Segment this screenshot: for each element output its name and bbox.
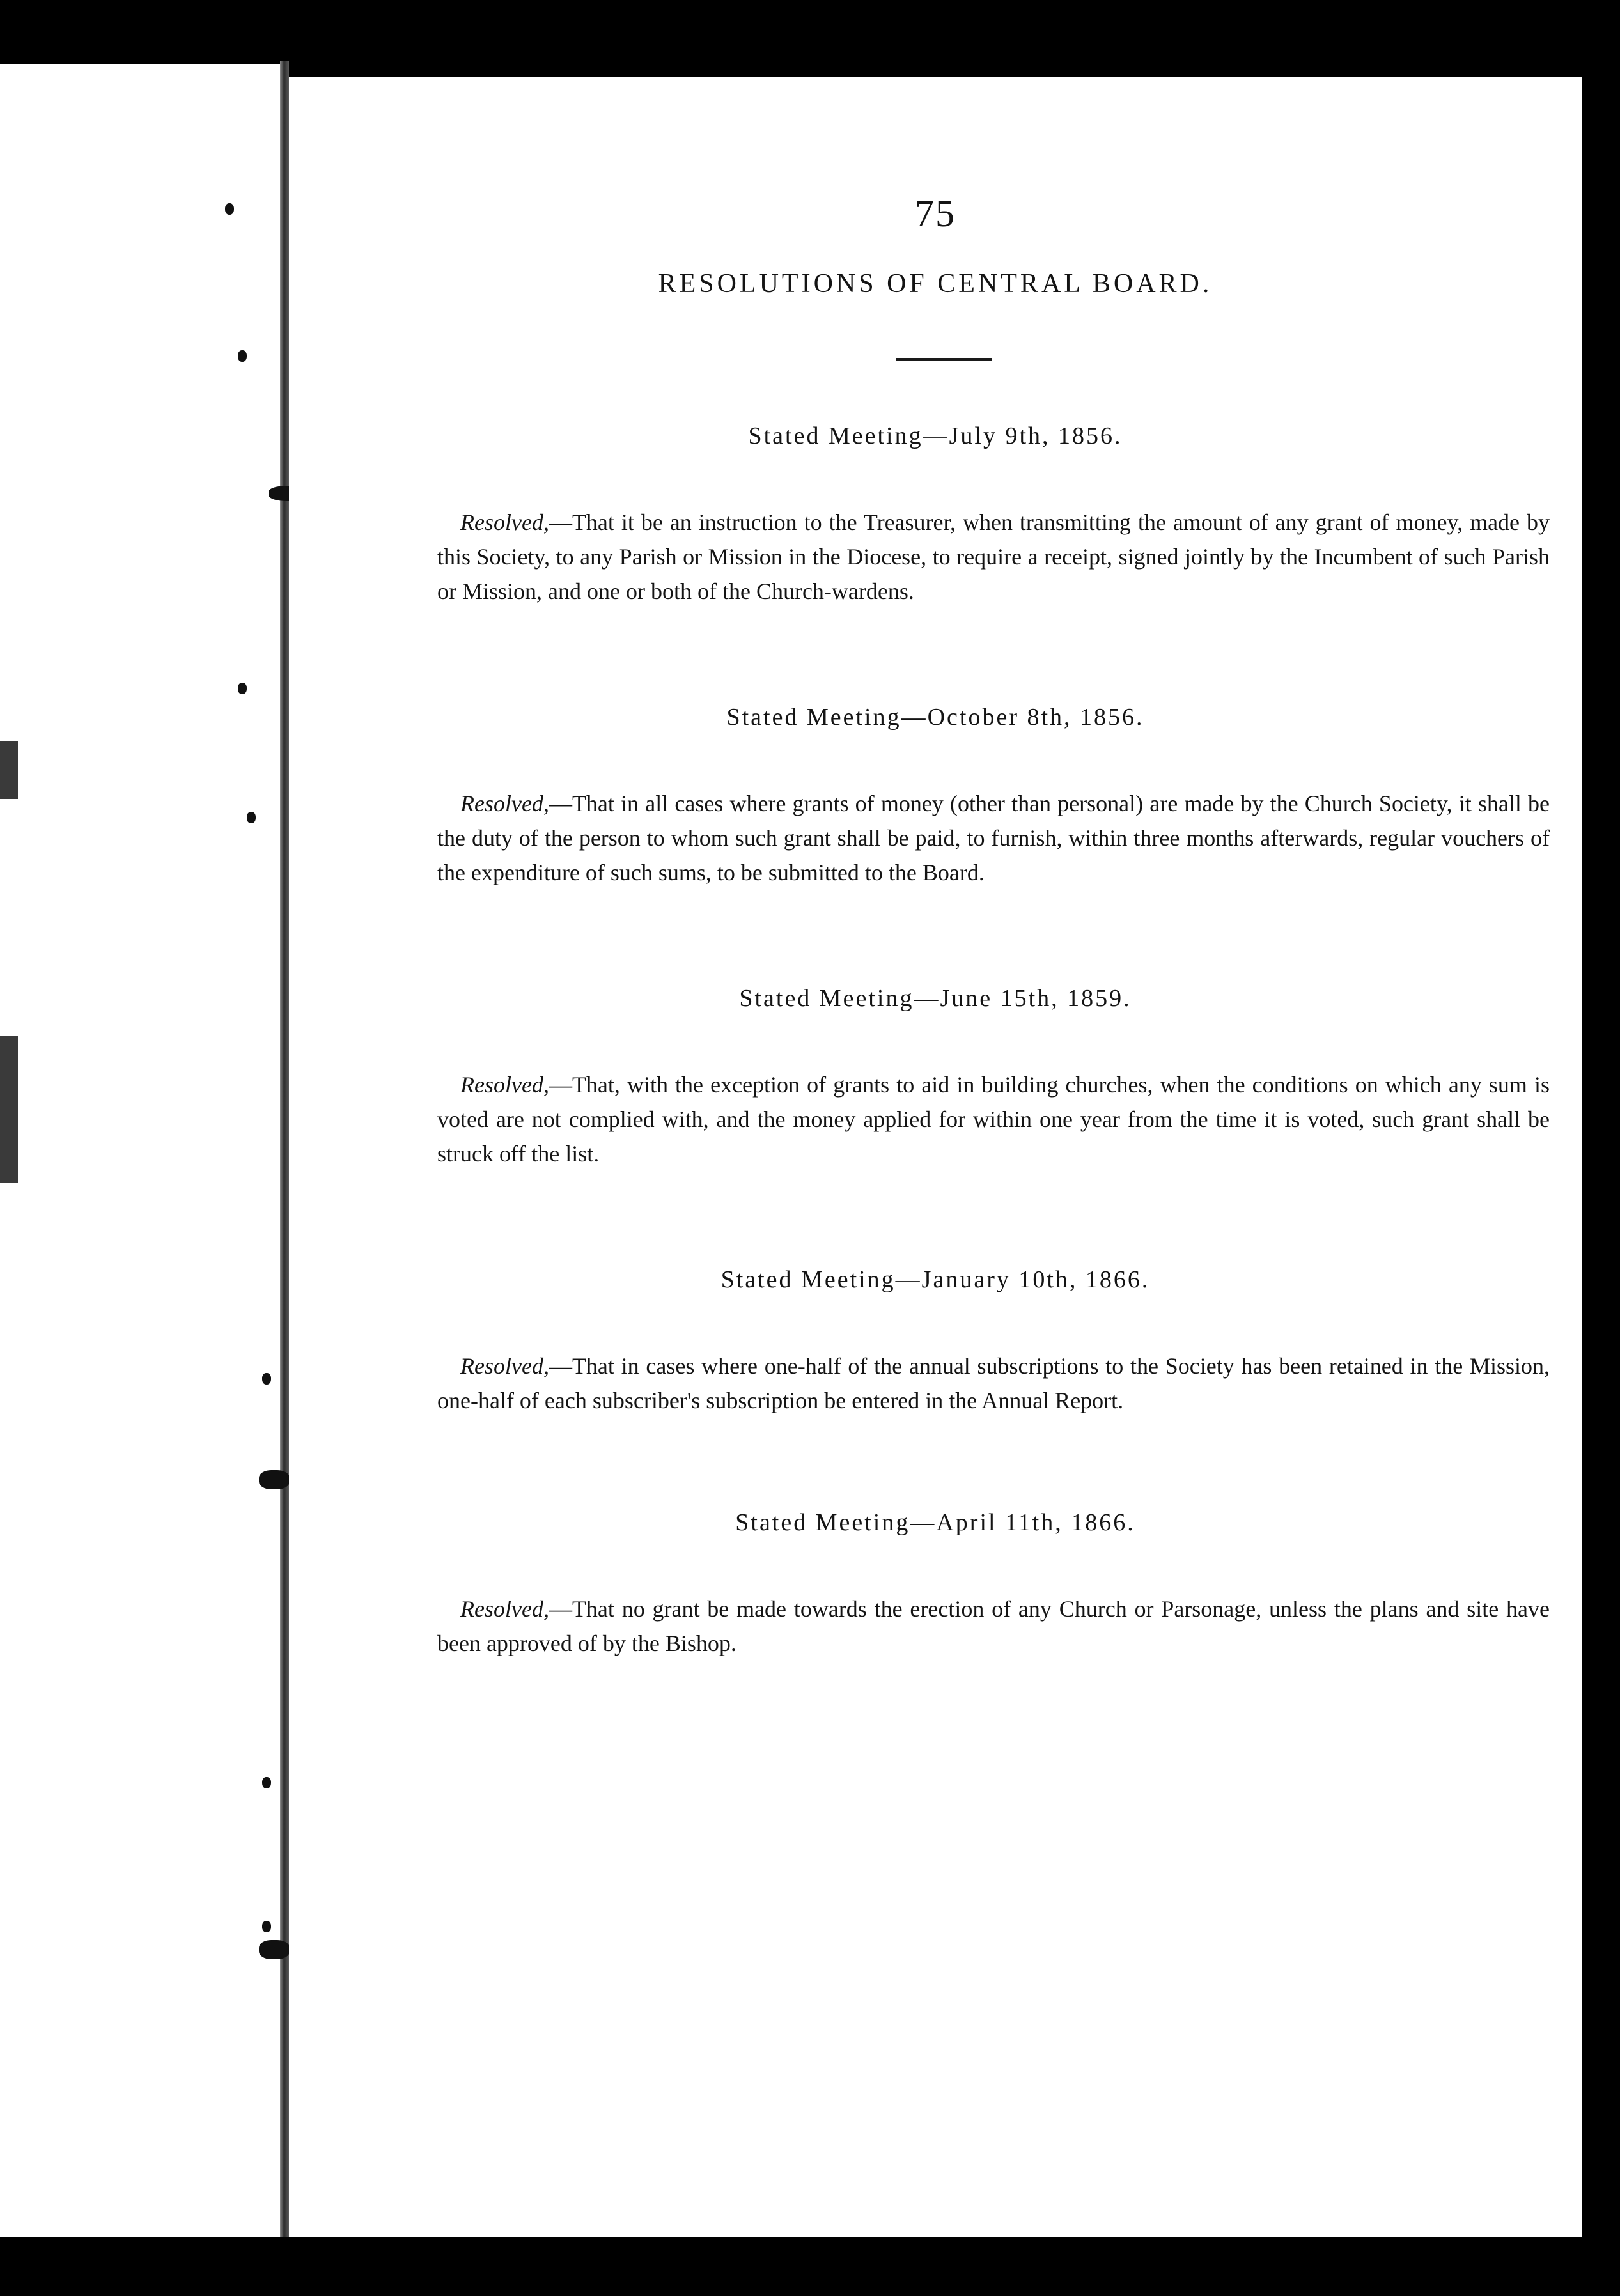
meeting-heading: Stated Meeting—July 9th, 1856. bbox=[748, 423, 1123, 449]
binding-blot bbox=[259, 1940, 290, 1959]
resolution-text bbox=[437, 1592, 1550, 1661]
page-edge-mark bbox=[0, 741, 18, 799]
resolution-body: —That no grant be made towards the erection of any Church or Parsonage, unless the plans and site have been approved of by the Bishop. bbox=[437, 1596, 1550, 1656]
page-title: RESOLUTIONS OF CENTRAL BOARD. bbox=[658, 269, 1213, 299]
page-edge-mark bbox=[0, 1036, 18, 1183]
resolution-lead: Resolved, bbox=[460, 791, 549, 816]
resolution-body: —That in all cases where grants of money (other than personal) are made by the Church Society, it shall be the duty of the person to whom such grant shall be paid, to furnish, within three months afterwards, regular vouchers of the expenditure of such sums, to be submitted to the Board. bbox=[437, 791, 1550, 885]
binding-hole bbox=[262, 1777, 271, 1788]
facing-page bbox=[0, 64, 281, 2237]
resolution-lead: Resolved, bbox=[460, 1596, 549, 1622]
resolution-lead: Resolved, bbox=[460, 1072, 549, 1098]
page-number: 75 bbox=[915, 192, 956, 235]
meeting-heading: Stated Meeting—October 8th, 1856. bbox=[726, 704, 1144, 731]
meeting-heading: Stated Meeting—January 10th, 1866. bbox=[720, 1266, 1150, 1293]
binding-hole bbox=[262, 1373, 271, 1385]
resolution-text bbox=[437, 786, 1550, 890]
binding-hole bbox=[238, 683, 247, 694]
binding-hole bbox=[238, 350, 247, 362]
resolution-text bbox=[437, 1349, 1550, 1418]
book-binding bbox=[280, 61, 289, 2237]
resolution-body: —That in cases where one-half of the annual subscriptions to the Society has been retained in the Mission, one-half of each subscriber's subscription be entered in the Annual Report. bbox=[437, 1353, 1550, 1413]
title-rule bbox=[896, 358, 992, 361]
binding-blot bbox=[259, 1470, 290, 1489]
resolution-lead: Resolved, bbox=[460, 509, 549, 535]
meeting-heading: Stated Meeting—April 11th, 1866. bbox=[735, 1509, 1135, 1536]
binding-hole bbox=[247, 812, 256, 823]
resolution-body: —That it be an instruction to the Treasurer, when transmitting the amount of any grant of money, made by this Society, to any Parish or Mission in the Diocese, to require a receipt, signed jointly by the Incumbent of such Parish or Mission, and one or both of the Church-wardens. bbox=[437, 509, 1550, 604]
binding-hole bbox=[225, 203, 234, 215]
resolution-text bbox=[437, 505, 1550, 609]
resolution-lead: Resolved, bbox=[460, 1353, 549, 1379]
meeting-heading: Stated Meeting—June 15th, 1859. bbox=[739, 985, 1132, 1012]
page bbox=[289, 77, 1582, 2237]
binding-hole bbox=[262, 1921, 271, 1932]
resolution-body: —That, with the exception of grants to aid in building churches, when the conditions on which any sum is voted are not complied with, and the money applied for within one year from the time it is voted, such grant shall be struck off the list. bbox=[437, 1072, 1550, 1167]
resolution-text bbox=[437, 1067, 1550, 1171]
